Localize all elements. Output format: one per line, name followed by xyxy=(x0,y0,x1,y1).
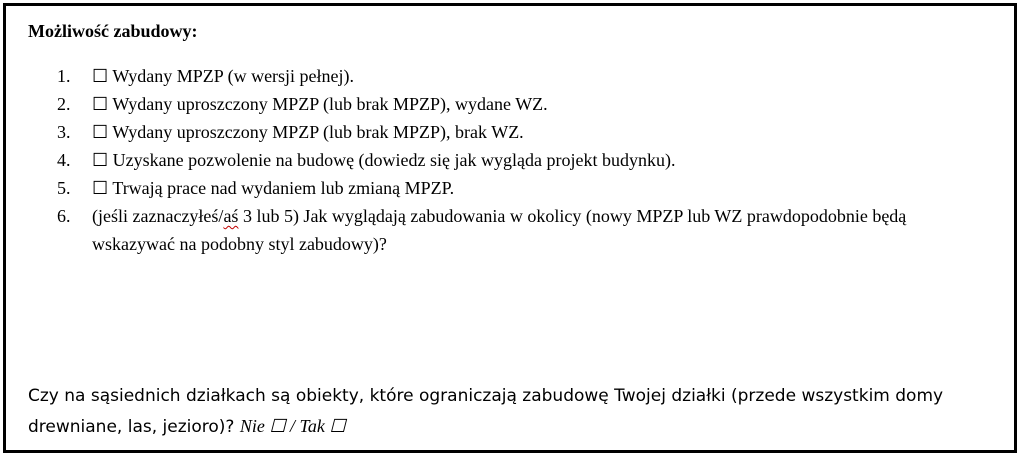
checkbox-icon[interactable]: ☐ xyxy=(92,66,109,86)
answer-no-option[interactable]: Nie ☐ xyxy=(239,416,286,436)
list-item xyxy=(6,146,972,174)
checkbox-icon[interactable]: ☐ xyxy=(92,122,109,142)
spellcheck-flagged-word[interactable]: aś xyxy=(223,206,239,226)
question-text: Czy na sąsiednich działkach są obiekty, które ograniczają zabudowę Twojej działki (przede wszystkim domy drewniane, las, jezioro)? xyxy=(28,386,944,437)
item-text-wrapper xyxy=(92,62,972,90)
item-number: 4. xyxy=(57,150,71,170)
item-text-wrapper xyxy=(92,146,972,174)
list-item xyxy=(6,62,972,90)
item-number: 1. xyxy=(57,66,71,86)
list-item xyxy=(6,118,972,146)
item-label: Trwają prace nad wydaniem lub zmianą MPZP. xyxy=(112,178,455,198)
item-text-wrapper xyxy=(92,202,972,258)
list-item xyxy=(6,174,972,202)
item-text-after: 3 lub 5) Jak wyglądają zabudowania w okolicy (nowy MPZP lub WZ prawdopodobnie będą wskazywać na podobny styl zabudowy)? xyxy=(92,206,907,254)
checkbox-icon[interactable]: ☐ xyxy=(92,178,109,198)
checkbox-icon[interactable]: ☐ xyxy=(92,150,109,170)
item-text-wrapper xyxy=(92,90,972,118)
item-label: Wydany MPZP (w wersji pełnej). xyxy=(112,66,355,86)
item-label: Wydany uproszczony MPZP (lub brak MPZP), wydane WZ. xyxy=(112,94,548,114)
list-item xyxy=(6,90,972,118)
checkbox-icon[interactable]: ☐ xyxy=(92,94,109,114)
item-text-wrapper xyxy=(92,118,972,146)
item-label: Uzyskane pozwolenie na budowę (dowiedz się jak wygląda projekt budynku). xyxy=(112,150,676,170)
item-number: 6. xyxy=(57,206,71,226)
document-frame xyxy=(3,3,1017,453)
item-number: 5. xyxy=(57,178,71,198)
item-text-wrapper xyxy=(92,174,972,202)
item-text-before: (jeśli zaznaczyłeś/ xyxy=(92,206,224,226)
item-number: 2. xyxy=(57,94,71,114)
item-label: Wydany uproszczony MPZP (lub brak MPZP), brak WZ. xyxy=(112,122,524,142)
options-list xyxy=(6,62,972,258)
item-number: 3. xyxy=(57,122,71,142)
answer-yes-option[interactable]: Tak ☐ xyxy=(299,416,346,436)
neighbor-question xyxy=(28,381,988,442)
list-item xyxy=(6,202,972,258)
section-heading: Możliwość zabudowy: xyxy=(28,21,198,41)
answer-separator: / xyxy=(285,416,300,436)
